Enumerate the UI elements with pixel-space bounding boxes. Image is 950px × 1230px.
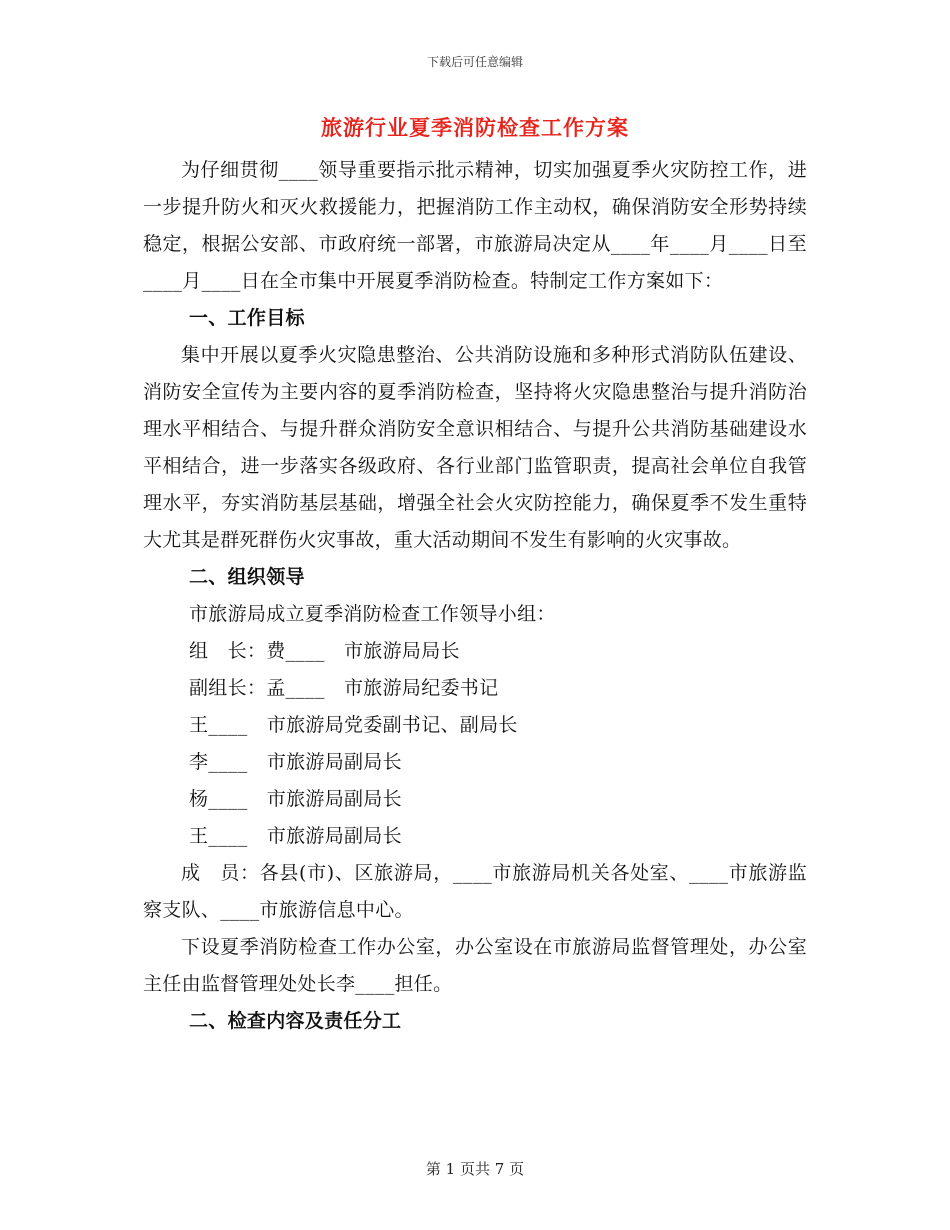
member-line: 杨____ 市旅游局副局长: [189, 788, 402, 810]
office-paragraph: 下设夏季消防检查工作办公室，办公室设在市旅游局监督管理处，办公室主任由监督管理处处长李____担任。: [143, 936, 807, 995]
header-note: 下载后可任意编辑: [426, 55, 523, 69]
member-line: 李____ 市旅游局副局长: [189, 751, 402, 773]
document-title: 旅游行业夏季消防检查工作方案: [321, 115, 629, 140]
member-line: 王____ 市旅游局副局长: [189, 825, 402, 847]
organization-intro: 市旅游局成立夏季消防检查工作领导小组：: [189, 603, 556, 625]
goals-paragraph: 集中开展以夏季火灾隐患整治、公共消防设施和多种形式消防队伍建设、消防安全宣传为主要内容的夏季消防检查，坚持将火灾隐患整治与提升消防治理水平相结合、与提升群众消防安全意识相结合、与提升公共消防基础建设水平相结合，进一步落实各级政府、各行业部门监管职责，提高社会单位自我管理水平，夯实消防基层基础，增强全社会火灾防控能力，确保夏季不发生重特大尤其是群死群伤火灾事故，重大活动期间不发生有影响的火灾事故。: [143, 344, 807, 551]
intro-paragraph: 为仔细贯彻____领导重要指示批示精神，切实加强夏季火灾防控工作，进一步提升防火和灭火救援能力，把握消防工作主动权，确保消防安全形势持续稳定，根据公安部、市政府统一部署，市旅游局决定从____年____月____日至____月____日在全市集中开展夏季消防检查。特制定工作方案如下：: [143, 159, 807, 292]
section-heading-inspection: 二、检查内容及责任分工: [189, 1010, 402, 1032]
member-line: 王____ 市旅游局党委副书记、副局长: [189, 714, 518, 736]
leader-line: 组 长：费____ 市旅游局局长: [189, 640, 460, 662]
members-paragraph: 成 员：各县(市)、区旅游局，____市旅游局机关各处室、____市旅游监察支队、____市旅游信息中心。: [143, 862, 807, 921]
page-footer: 第 1 页共 7 页: [425, 1160, 525, 1178]
section-heading-organization: 二、组织领导: [189, 566, 305, 588]
deputy-leader-line: 副组长：孟____ 市旅游局纪委书记: [189, 677, 499, 699]
document-body: [143, 152, 807, 1040]
section-heading-goals: 一、工作目标: [189, 307, 305, 329]
